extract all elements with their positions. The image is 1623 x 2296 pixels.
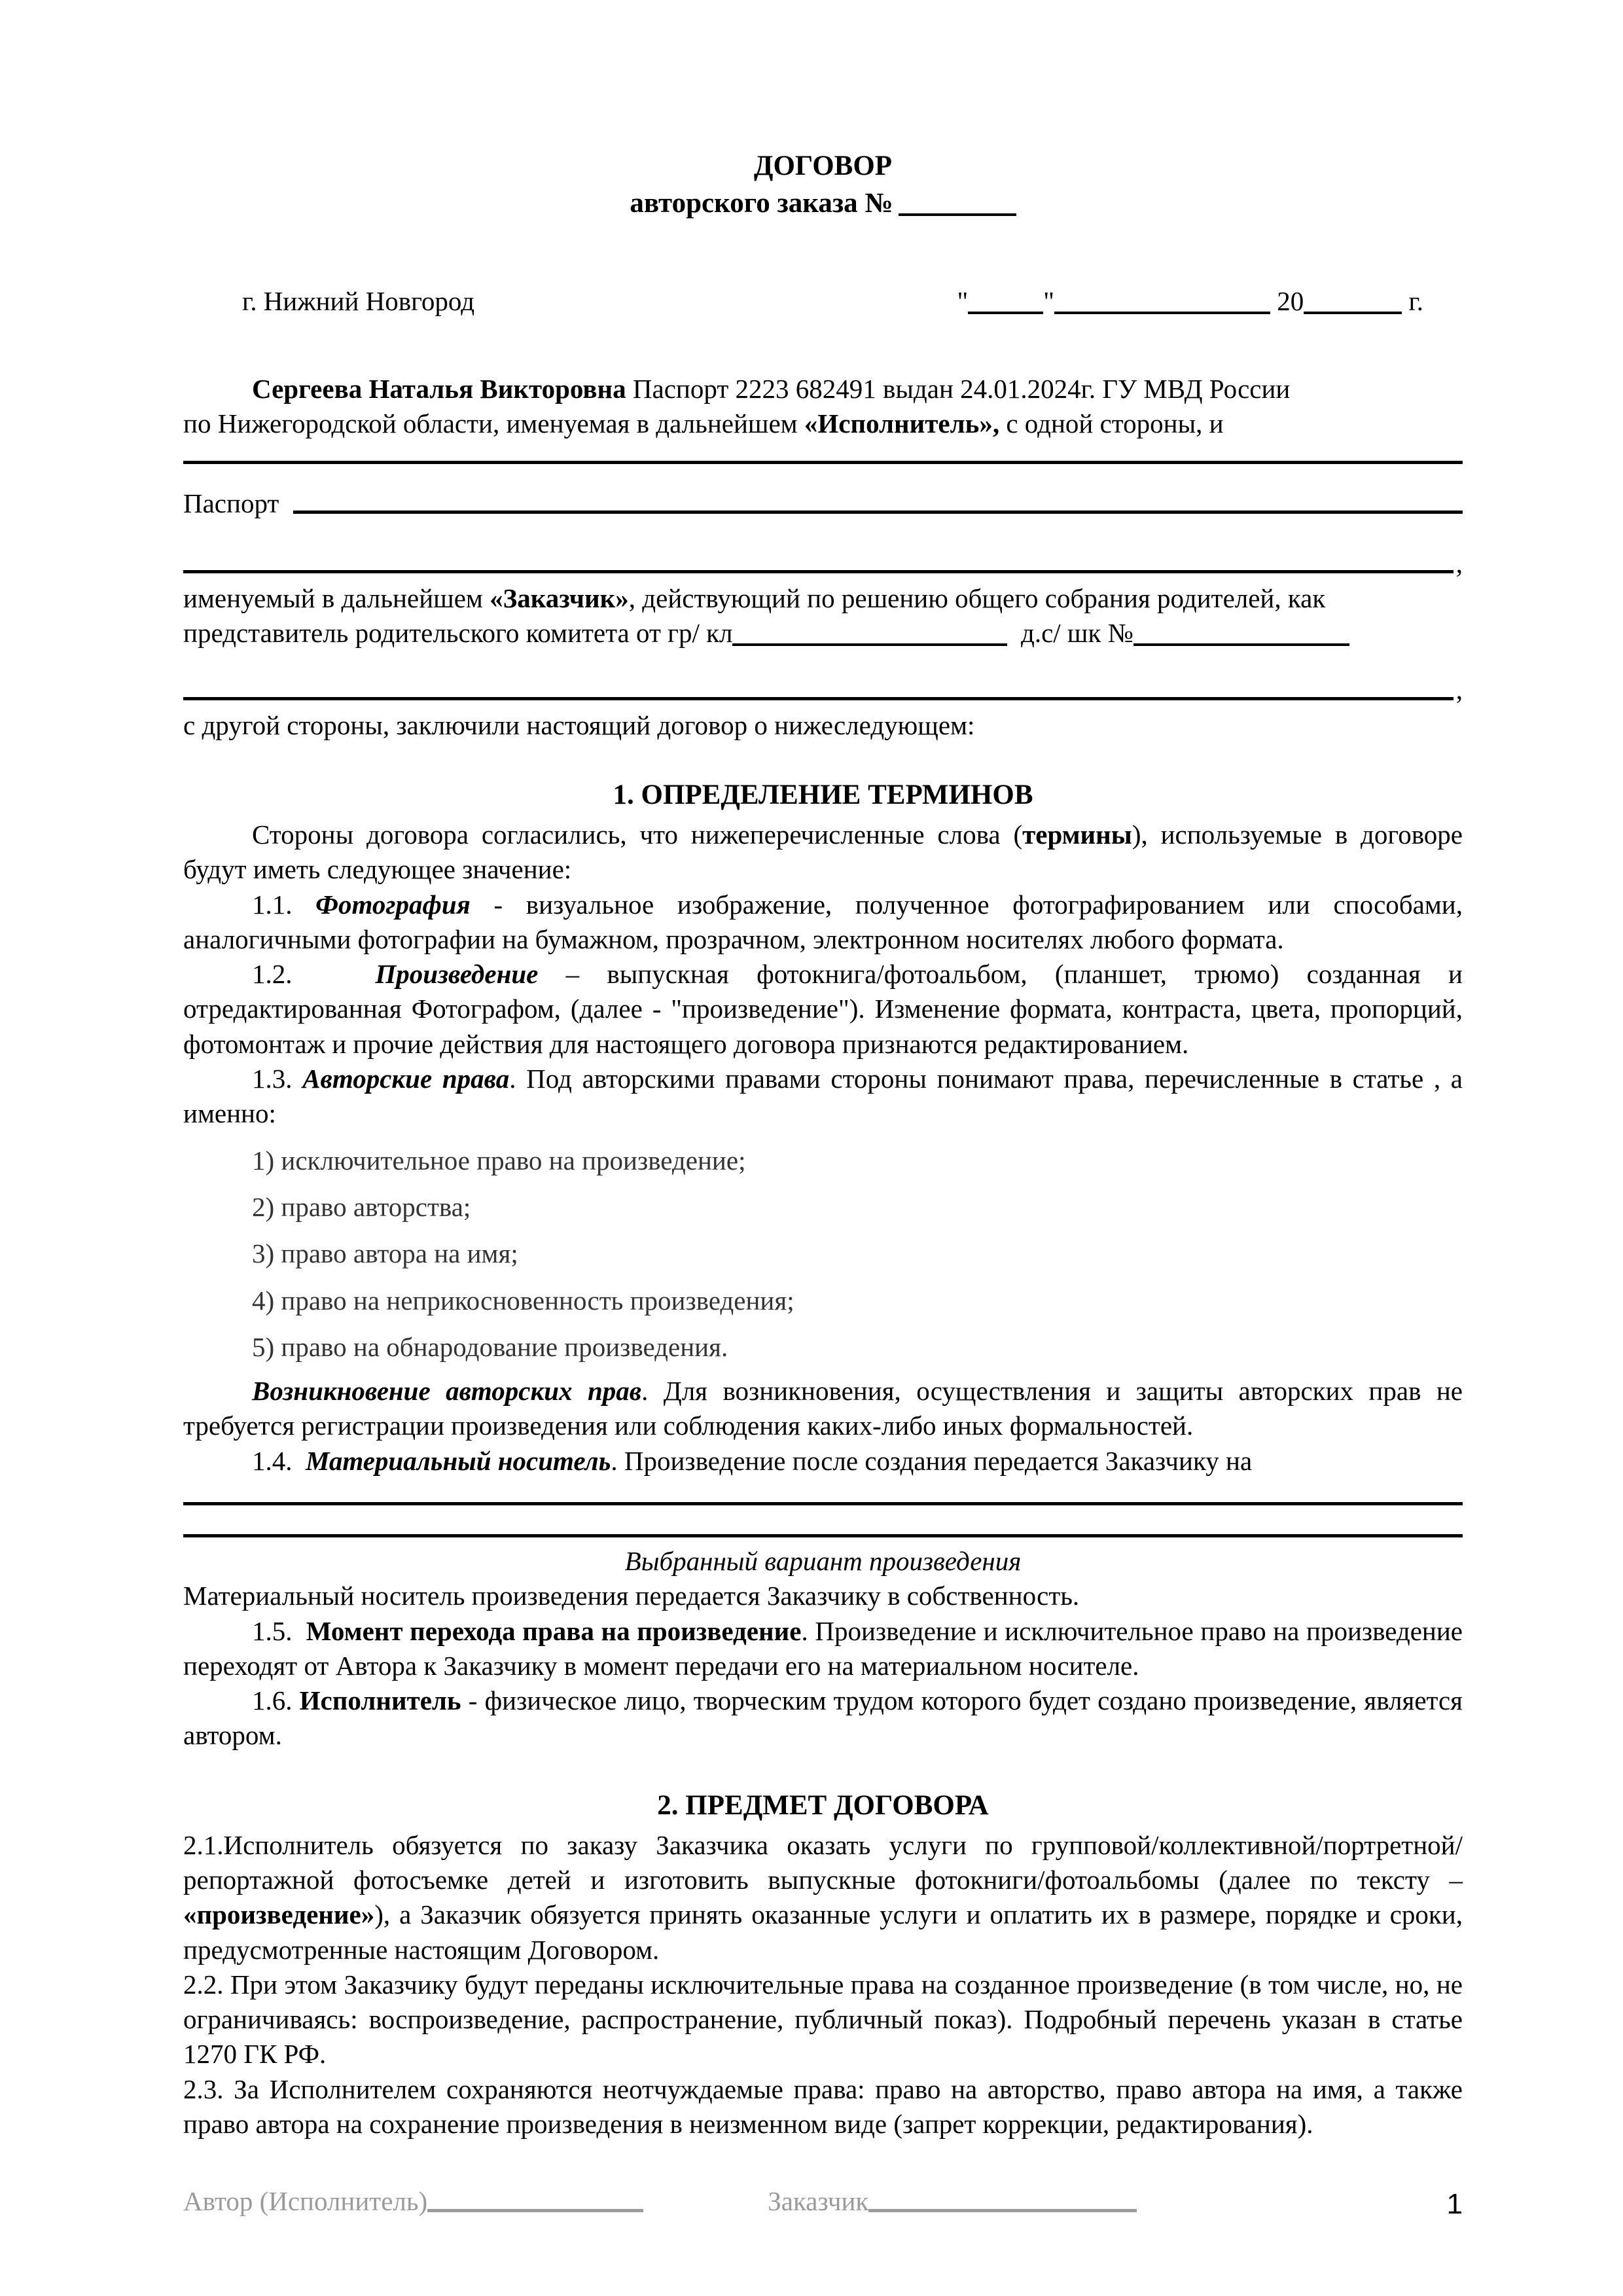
right-item-2: 2) право авторства; — [252, 1191, 471, 1222]
performer-paragraph — [183, 372, 1463, 406]
clause-1-4-term: Материальный носитель — [306, 1445, 611, 1476]
right-item-5: 5) право на обнародование произведения. — [252, 1331, 728, 1362]
intro-term-bold: термины — [1022, 819, 1132, 850]
clause-1-1 — [183, 888, 1463, 958]
customer-address-blank[interactable] — [183, 697, 1454, 700]
title-line-2 — [183, 185, 1463, 222]
passport-label: Паспорт — [183, 488, 279, 519]
media-blank-line-2[interactable] — [183, 1534, 1463, 1537]
date-quote-close: " — [1043, 286, 1055, 317]
clause-1-6-text: - физическое лицо, творческим трудом которого будет создано произведение, является автором. — [183, 1685, 1463, 1751]
clause-2-2: 2.2. При этом Заказчику будут переданы исключительные права на созданное произведение (в том числе, но, не ограничиваясь: воспроизведение, распространение, публичный показ). Подробный перечень указан в статье 1270 ГК РФ. — [183, 1969, 1463, 2070]
customer-text-after: , действующий по решению общего собрания родителей, как — [628, 583, 1326, 613]
committee-school-label: д.с/ шк № — [1020, 618, 1133, 649]
date-year-blank[interactable] — [1304, 312, 1402, 314]
committee-school-blank[interactable] — [1133, 643, 1349, 646]
city-label: г. Нижний Новгород — [242, 286, 475, 317]
clause-2-1-bold-term: «произведение» — [183, 1899, 375, 1930]
selected-variant-caption: Выбранный вариант произведения — [624, 1545, 1022, 1576]
client-signature-label: Заказчик — [768, 2185, 869, 2216]
customer-extra-blank-row — [183, 547, 1463, 581]
clause-1-3-term: Авторские права — [302, 1064, 510, 1094]
author-signature-label: Автор (Исполнитель) — [183, 2185, 428, 2216]
rights-origin-clause — [183, 1374, 1463, 1444]
clause-1-4-number: 1.4. — [252, 1445, 293, 1476]
clause-1-3 — [183, 1062, 1463, 1132]
clause-1-2-number: 1.2. — [252, 959, 293, 990]
section-1-heading: 1. ОПРЕДЕЛЕНИЕ ТЕРМИНОВ — [613, 780, 1033, 811]
clause-2-1 — [183, 1828, 1463, 1967]
clause-1-5-text: . Произведение и исключительное право на произведение переходят от Автора к Заказчику в момент передачи его на материальном носителе. — [183, 1615, 1463, 1681]
title-subtitle: авторского заказа — [630, 188, 858, 219]
section-2-heading: 2. ПРЕДМЕТ ДОГОВОРА — [657, 1789, 989, 1821]
customer-paragraph — [183, 581, 1463, 616]
intro-before: Стороны договора согласились, что нижеперечисленные слова ( — [252, 819, 1023, 850]
clause-1-1-term: Фотография — [315, 889, 471, 920]
city-date-row — [183, 284, 1463, 319]
clause-1-2-term: Произведение — [375, 959, 539, 990]
document-title — [183, 147, 1463, 222]
clause-2-1-before: 2.1.Исполнитель обязуется по заказу Заказчика оказать услуги по групповой/коллективной/портретной/репортажной фотосъемке детей и изготовить выпускные фотокниги/фотоальбомы (далее по тексту – — [183, 1829, 1463, 1895]
contract-number-label: № — [865, 188, 893, 219]
date-year-prefix: 20 — [1277, 286, 1304, 317]
clause-1-3-text: . Под авторскими правами стороны понимают права, перечисленные в статье , а именно: — [183, 1064, 1463, 1129]
section-1-intro — [183, 817, 1463, 888]
clause-1-1-text: - визуальное изображение, полученное фотографированием или способами, аналогичными фотографии на бумажном, прозрачном, электронном носителях любого формата. — [183, 889, 1463, 954]
clause-2-3: 2.3. За Исполнителем сохраняются неотчуждаемые права: право на авторство, право автора на имя, а также право автора на сохранение произведения в неизменном виде (запрет коррекции, редактирования). — [183, 2073, 1463, 2140]
selected-variant-text: Материальный носитель произведения передается Заказчику в собственность. — [183, 1581, 1080, 1611]
rights-origin-term: Возникновение авторских прав — [252, 1376, 642, 1407]
title-line-1: ДОГОВОР — [753, 151, 893, 181]
author-signature-field[interactable] — [183, 2184, 643, 2219]
clause-1-3-number: 1.3. — [252, 1064, 293, 1094]
customer-committee-line — [183, 616, 1463, 651]
performer-text-before: по Нижегородской области, именуемая в дальнейшем — [183, 408, 804, 439]
intro-after: ), используемые в договоре будут иметь следующее значение: — [183, 819, 1463, 885]
performer-name: Сергеева Наталья Викторовна — [252, 373, 626, 404]
contract-number-blank[interactable] — [899, 213, 1016, 216]
customer-address-comma: , — [1455, 675, 1463, 706]
customer-text-before: именуемый в дальнейшем — [183, 583, 490, 613]
clause-1-4-text: . Произведение после создания передается Заказчику на — [611, 1445, 1253, 1476]
clause-1-6-number: 1.6. — [252, 1685, 293, 1716]
rights-origin-text: . Для возникновения, осуществления и защиты авторских прав не требуется регистрации произведения или соблюдения каких-либо иных формальностей. — [183, 1376, 1463, 1441]
performer-paragraph-line2 — [183, 406, 1463, 441]
right-item-3: 3) право автора на имя; — [252, 1238, 518, 1269]
customer-passport-row — [183, 486, 1463, 521]
clause-1-2-text: – выпускная фотокнига/фотоальбом, (планшет, трюмо) созданная и отредактированная Фотографом, (далее - "произведение"). Изменение формата, контраста, цвета, пропорций, фотомонтаж и прочие действия для настоящего договора признаются редактированием. — [183, 959, 1463, 1059]
author-signature-blank[interactable] — [427, 2209, 643, 2212]
client-signature-field[interactable] — [768, 2184, 1137, 2219]
customer-address-row — [183, 673, 1463, 708]
clause-1-4 — [183, 1444, 1463, 1479]
committee-class-blank[interactable] — [732, 643, 1007, 646]
page-number: 1 — [1446, 2188, 1463, 2220]
right-item-1: 1) исключительное право на произведение; — [252, 1145, 746, 1175]
date-quote-open: " — [957, 286, 969, 317]
clause-1-6-term: Исполнитель — [299, 1685, 461, 1716]
date-month-blank[interactable] — [1054, 312, 1270, 314]
date-year-suffix: г. — [1408, 286, 1423, 317]
date-line — [957, 284, 1463, 319]
clause-1-5 — [183, 1614, 1463, 1684]
performer-text-after: с одной стороны, и — [999, 408, 1224, 439]
clause-1-1-number: 1.1. — [252, 889, 293, 920]
right-item-4: 4) право на неприкосновенность произведения; — [252, 1285, 794, 1316]
performer-passport: Паспорт 2223 682491 выдан 24.01.2024г. ГУ МВД России — [632, 373, 1291, 404]
client-signature-blank[interactable] — [868, 2209, 1137, 2212]
performer-role: «Исполнитель», — [804, 408, 1000, 439]
customer-role: «Заказчик» — [490, 583, 629, 613]
customer-extra-comma: , — [1455, 548, 1463, 579]
customer-extra-blank[interactable] — [183, 570, 1454, 573]
committee-prefix: представитель родительского комитета от гр/ кл — [183, 618, 733, 649]
closing-line: с другой стороны, заключили настоящий договор о нижеследующем: — [183, 709, 975, 740]
customer-passport-blank[interactable] — [293, 511, 1463, 514]
date-day-blank[interactable] — [968, 312, 1043, 314]
clause-1-5-number: 1.5. — [252, 1615, 293, 1646]
clause-1-5-term: Момент перехода права на произведение — [306, 1615, 802, 1646]
clause-2-1-after: ), а Заказчик обязуется принять оказанные услуги и оплатить их в размере, порядке и сроки, предусмотренные настоящим Договором. — [183, 1899, 1463, 1965]
page-footer — [183, 2184, 1463, 2219]
clause-1-6 — [183, 1683, 1463, 1753]
clause-1-2 — [183, 957, 1463, 1062]
